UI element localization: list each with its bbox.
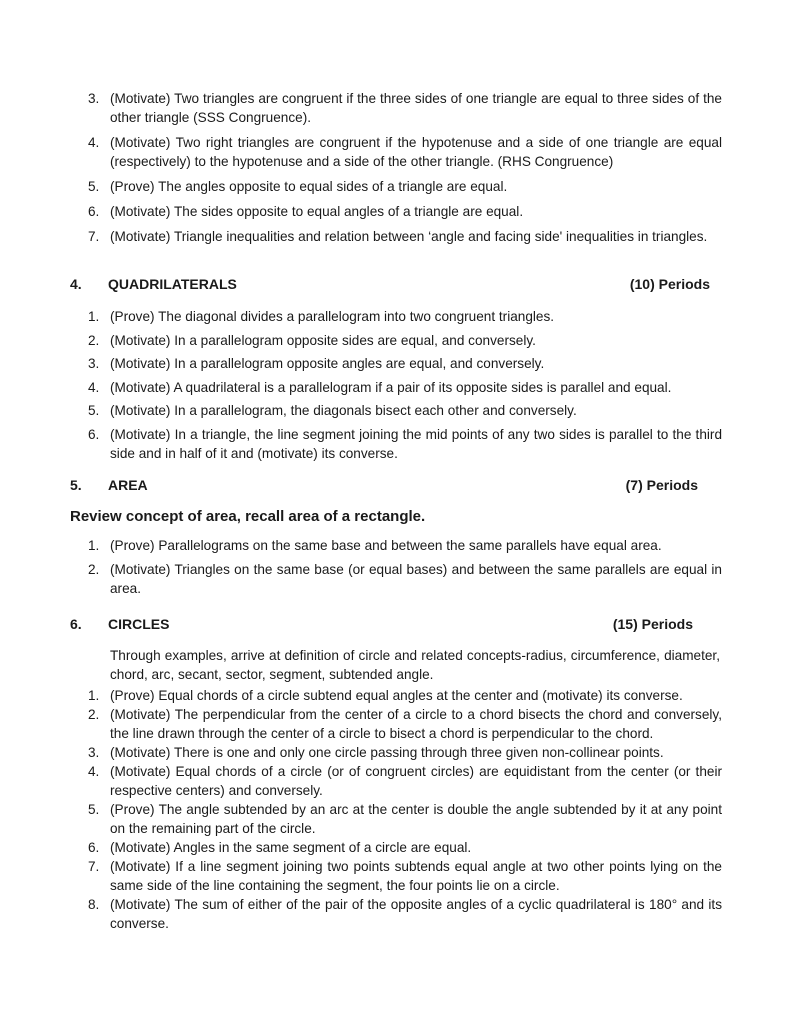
item-number: 4. (88, 764, 100, 779)
item-text: (Motivate) In a triangle, the line segment joining the mid points of any two sides is parallel to the third side and in half of it and (motivate) its converse. (110, 426, 722, 461)
section-number: 6. (70, 616, 82, 632)
item-number: 2. (88, 561, 100, 577)
list-item (88, 307, 722, 326)
list-item (88, 177, 722, 196)
item-number: 1. (88, 309, 100, 324)
item-text: (Motivate) Triangle inequalities and relation between ‘angle and facing side' inequalities in triangles. (110, 229, 708, 244)
item-text: (Motivate) In a parallelogram opposite angles are equal, and conversely. (110, 356, 545, 371)
list-item (88, 378, 722, 397)
list-item (88, 800, 722, 838)
item-text: (Motivate) There is one and only one circle passing through three given non-collinear points. (110, 745, 664, 760)
item-text: (Motivate) Triangles on the same base (or equal bases) and between the same parallels are equal in area. (110, 561, 722, 596)
item-text: (Motivate) The perpendicular from the center of a circle to a chord bisects the chord and conversely, the line drawn through the center of a circle to bisect a chord is perpendicular to the chord. (110, 707, 722, 741)
section-title: QUADRILATERALS (108, 276, 237, 292)
list-item (88, 762, 722, 800)
section-number: 5. (70, 477, 82, 493)
item-text: (Motivate) In a parallelogram, the diagonals bisect each other and conversely. (110, 403, 577, 418)
area-list (88, 536, 722, 602)
item-number: 2. (88, 707, 100, 722)
section-title: CIRCLES (108, 616, 170, 632)
item-number: 1. (88, 538, 100, 553)
item-number: 3. (88, 356, 100, 371)
list-item (88, 133, 722, 171)
item-text: (Prove) The diagonal divides a parallelogram into two congruent triangles. (110, 309, 555, 324)
item-text: (Prove) The angle subtended by an arc at the center is double the angle subtended by it at any point on the remaining part of the circle. (110, 802, 722, 836)
section-periods: (10) Periods (629, 276, 710, 292)
section-header-circles (70, 616, 720, 636)
item-text: (Prove) Parallelograms on the same base and between the same parallels have equal area. (110, 538, 662, 553)
circles-list (88, 686, 722, 933)
item-number: 5. (88, 802, 100, 817)
list-item (88, 89, 722, 127)
list-item (88, 857, 722, 895)
section-number: 4. (70, 276, 82, 292)
section-title: AREA (108, 477, 148, 493)
item-text: (Prove) The angles opposite to equal sides of a triangle are equal. (110, 179, 508, 194)
list-item (88, 838, 722, 857)
item-text: (Motivate) If a line segment joining two points subtends equal angle at two other points lying on the same side of the line containing the segment, the four points lie on a circle. (110, 859, 722, 893)
item-text: (Motivate) The sides opposite to equal angles of a triangle are equal. (110, 204, 524, 219)
list-item (88, 227, 722, 246)
item-number: 3. (88, 745, 100, 760)
list-item (88, 425, 722, 463)
item-number: 4. (88, 379, 100, 395)
area-subheading: Review concept of area, recall area of a rectangle. (70, 508, 426, 525)
section-periods: (15) Periods (612, 616, 693, 632)
section-periods: (7) Periods (625, 477, 698, 493)
item-number: 4. (88, 135, 100, 150)
quadrilaterals-list (88, 307, 722, 467)
list-item (88, 536, 722, 555)
item-text: (Motivate) Angles in the same segment of a circle are equal. (110, 840, 472, 855)
list-item (88, 705, 722, 743)
item-text: (Motivate) Equal chords of a circle (or of congruent circles) are equidistant from the center (or their respective centers) and conversely. (110, 764, 722, 798)
item-text: (Motivate) Two triangles are congruent if the three sides of one triangle are equal to three sides of the other triangle (SSS Congruence). (110, 91, 722, 125)
list-item (88, 401, 722, 420)
section-header-area (70, 477, 720, 497)
item-number: 2. (88, 332, 100, 348)
list-item (88, 560, 722, 598)
item-number: 7. (88, 859, 100, 874)
item-number: 6. (88, 840, 100, 855)
item-text: (Motivate) In a parallelogram opposite sides are equal, and conversely. (110, 332, 536, 348)
list-item (88, 202, 722, 221)
item-number: 6. (88, 426, 100, 442)
list-item (88, 686, 722, 705)
list-item (88, 331, 722, 350)
item-number: 5. (88, 403, 100, 418)
list-item (88, 743, 722, 762)
item-number: 3. (88, 91, 100, 106)
item-number: 8. (88, 897, 100, 912)
item-number: 7. (88, 229, 100, 244)
item-number: 1. (88, 688, 100, 703)
list-item (88, 354, 722, 373)
item-text: (Motivate) A quadrilateral is a parallelogram if a pair of its opposite sides is parallel and equal. (110, 379, 672, 395)
triangles-list (88, 89, 722, 252)
item-number: 6. (88, 204, 100, 219)
item-text: (Motivate) Two right triangles are congruent if the hypotenuse and a side of one triangle are equal (respectively) to the hypotenuse and a side of the other triangle. (RHS Congruence) (110, 135, 722, 169)
item-text: (Prove) Equal chords of a circle subtend equal angles at the center and (motivate) its converse. (110, 688, 683, 703)
section-header-quadrilaterals (70, 276, 720, 296)
circles-intro: Through examples, arrive at definition of circle and related concepts-radius, circumference, diameter, chord, arc, secant, sector, segment, subtended angle. (110, 648, 720, 682)
list-item (88, 895, 722, 933)
item-text: (Motivate) The sum of either of the pair of the opposite angles of a cyclic quadrilateral is 180° and its converse. (110, 897, 722, 931)
item-number: 5. (88, 179, 100, 194)
